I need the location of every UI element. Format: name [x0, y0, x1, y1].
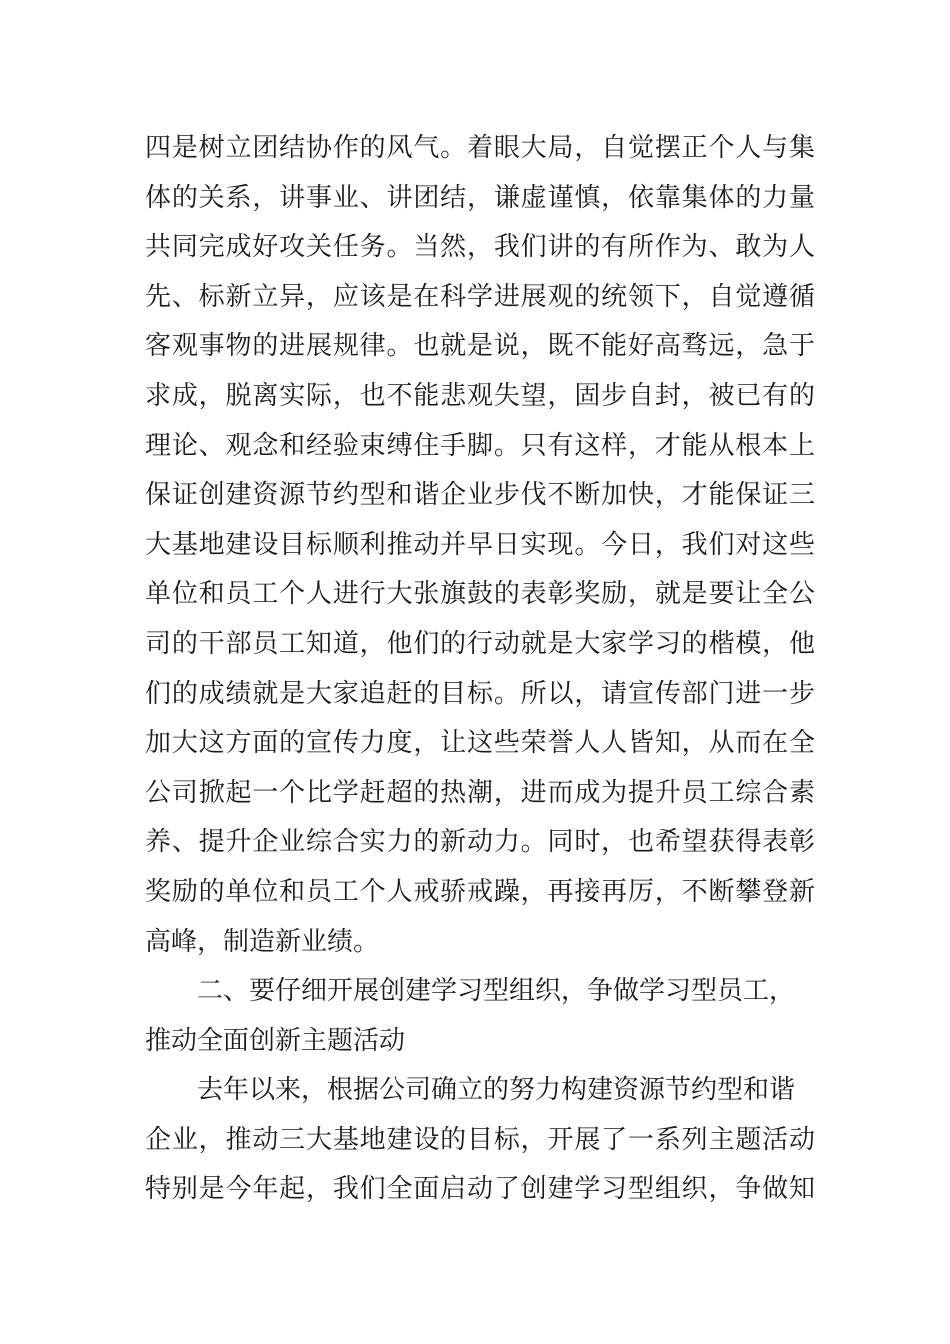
document-body	[145, 124, 815, 1215]
paragraph-line: 们的成绩就是大家追赶的目标。所以，请宣传部门进一步	[145, 678, 815, 709]
paragraph-line: 客观事物的进展规律。也就是说，既不能好高骛远，急于	[145, 331, 815, 362]
paragraph-line: 养、提升企业综合实力的新动力。同时，也希望获得表彰	[145, 827, 815, 858]
paragraph-line: 司的干部员工知道，他们的行动就是大家学习的楷模，他	[145, 628, 815, 659]
paragraph-line: 先、标新立异，应该是在科学进展观的统领下，自觉遵循	[145, 281, 815, 312]
section-heading-line: 二、要仔细开展创建学习型组织，争做学习型员工，	[197, 976, 796, 1007]
paragraph-line-last: 高峰，制造新业绩。	[145, 926, 380, 957]
paragraph-line: 体的关系，讲事业、讲团结，谦虚谨慎，依靠集体的力量	[145, 182, 815, 213]
paragraph-line: 公司掀起一个比学赶超的热潮，进而成为提升员工综合素	[145, 777, 815, 808]
paragraph-line: 特别是今年起，我们全面启动了创建学习型组织，争做知	[145, 1174, 815, 1205]
paragraph-line-first: 去年以来，根据公司确立的努力构建资源节约型和谐	[197, 1075, 796, 1106]
paragraph-line: 单位和员工个人进行大张旗鼓的表彰奖励，就是要让全公	[145, 579, 815, 610]
paragraph-line: 共同完成好攻关任务。当然，我们讲的有所作为、敢为人	[145, 232, 815, 263]
paragraph-line: 求成，脱离实际，也不能悲观失望，固步自封，被已有的	[145, 380, 815, 411]
paragraph-line: 奖励的单位和员工个人戒骄戒躁，再接再厉，不断攀登新	[145, 876, 815, 907]
paragraph-line: 企业，推动三大基地建设的目标，开展了一系列主题活动	[145, 1124, 815, 1155]
paragraph-line: 理论、观念和经验束缚住手脚。只有这样，才能从根本上	[145, 430, 815, 461]
paragraph-line: 加大这方面的宣传力度，让这些荣誉人人皆知，从而在全	[145, 728, 815, 759]
section-heading-line: 推动全面创新主题活动	[145, 1025, 406, 1056]
paragraph-line: 保证创建资源节约型和谐企业步伐不断加快，才能保证三	[145, 480, 815, 511]
paragraph-line: 四是树立团结协作的风气。着眼大局，自觉摆正个人与集	[145, 133, 815, 163]
paragraph-line: 大基地建设目标顺利推动并早日实现。今日，我们对这些	[145, 529, 815, 560]
